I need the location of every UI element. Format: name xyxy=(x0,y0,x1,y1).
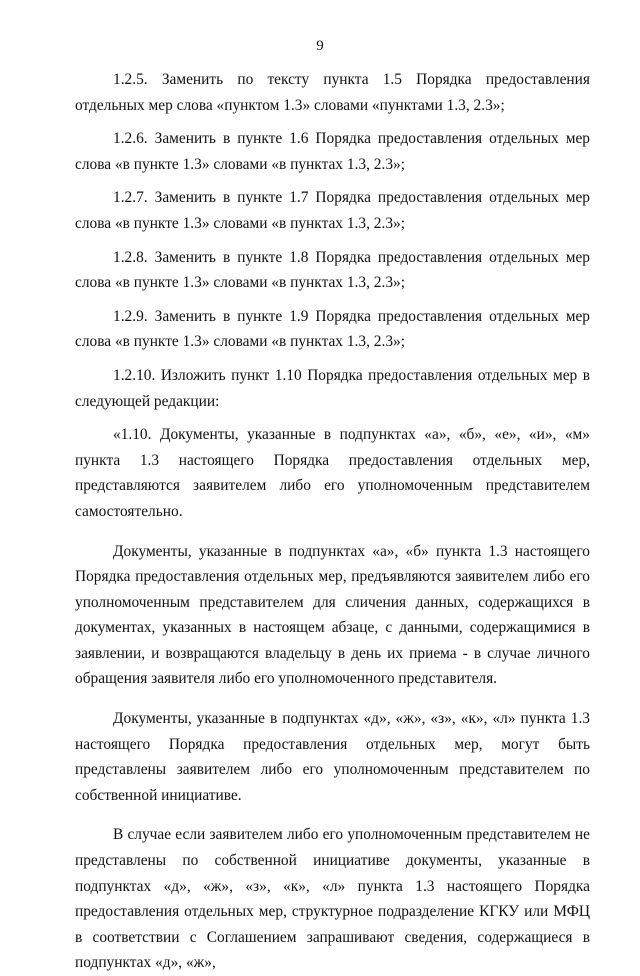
paragraph-case-not-presented: В случае если заявителем либо его уполномоченным представителем не представлены по собственной инициативе документы, указанные в подпунктах «д», «ж», «з», «к», «л» пункта 1.3 настоящего Порядка предоставления отдельных мер, структурное подразделение КГКУ или МФЦ в соответствии с Соглашением запрашивают сведения, содержащиеся в подпунктах «д», «ж», xyxy=(75,826,590,972)
paragraph-1-2-6: 1.2.6. Заменить в пункте 1.6 Порядка предоставления отдельных мер слова «в пункте 1.3» словами «в пунктах 1.3, 2.3»; xyxy=(75,130,590,173)
paragraph-documents-presented: Документы, указанные в подпунктах «а», «б» пункта 1.3 настоящего Порядка предоставления отдельных мер, предъявляются заявителем либо его уполномоченным представителем для сличения данных, содержащихся в документах, указанных в настоящем абзаце, с данными, содержащимися в заявлении, и возвращаются владельцу в день их приема - в случае личного обращения заявителя либо его уполномоченного представителя. xyxy=(75,542,590,688)
paragraph-documents-initiative: Документы, указанные в подпунктах «д», «ж», «з», «к», «л» пункта 1.3 настоящего Порядка предоставления отдельных мер, могут быть представлены заявителем либо его уполномоченным представителем по собственной инициативе. xyxy=(75,710,590,804)
paragraph-1-2-8: 1.2.8. Заменить в пункте 1.8 Порядка предоставления отдельных мер слова «в пункте 1.3» словами «в пунктах 1.3, 2.3»; xyxy=(75,248,590,292)
paragraph-1-2-7: 1.2.7. Заменить в пункте 1.7 Порядка предоставления отдельных мер слова «в пункте 1.3» словами «в пунктах 1.3, 2.3»; xyxy=(75,189,590,232)
document-body xyxy=(75,67,590,976)
paragraph-1-2-10: 1.2.10. Изложить пункт 1.10 Порядка предоставления отдельных мер в следующей редакции: xyxy=(75,366,590,410)
paragraph-1-2-5: 1.2.5. Заменить по тексту пункта 1.5 Порядка предоставления отдельных мер слова «пунктом 1.3» словами «пунктами 1.3, 2.3»; xyxy=(75,71,590,114)
page-number: 9 xyxy=(316,38,324,54)
paragraph-1-10-quote: «1.10. Документы, указанные в подпунктах «а», «б», «е», «и», «м» пункта 1.3 настоящего Порядка предоставления отдельных мер, представляются заявителем либо его уполномоченным представителем самостоятельно. xyxy=(75,426,590,520)
paragraph-1-2-9: 1.2.9. Заменить в пункте 1.9 Порядка предоставления отдельных мер слова «в пункте 1.3» словами «в пунктах 1.3, 2.3»; xyxy=(75,307,590,351)
